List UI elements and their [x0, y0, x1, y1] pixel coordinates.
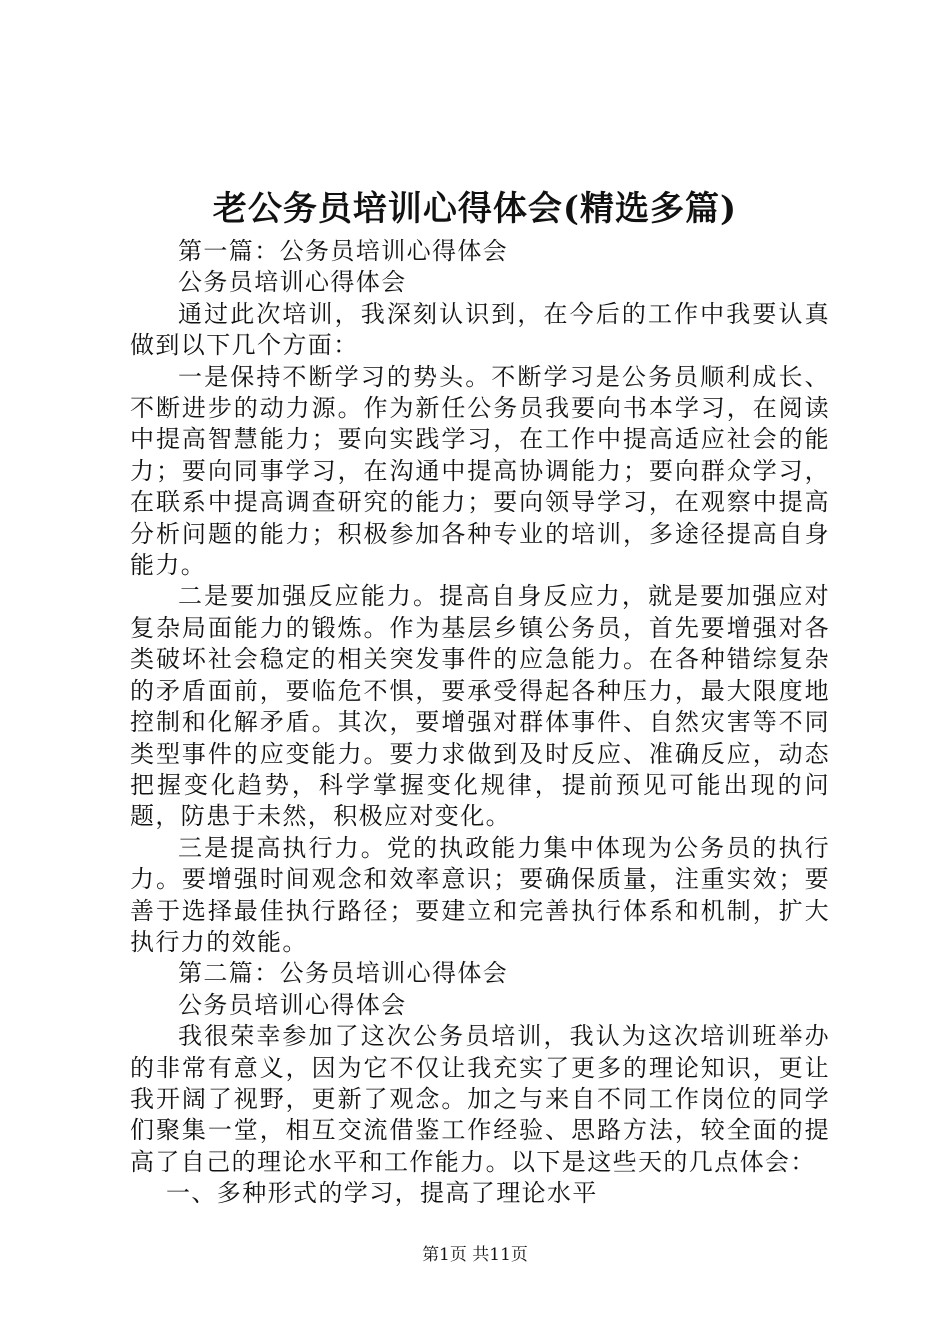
section-subtitle-1: 公务员培训心得体会	[178, 268, 407, 297]
paragraph-intro-1: 通过此次培训，我深刻认识到，在今后的工作中我要认真做到以下几个方面：	[130, 299, 830, 360]
paragraph-intro-2: 我很荣幸参加了这次公务员培训，我认为这次培训班举办的非常有意义，因为它不仅让我充实了更多的理论知识，更让我开阔了视野，更新了观念。加之与来自不同工作岗位的同学们聚集一堂，相互交流借鉴工作经验、思路方法，较全面的提高了自己的理论水平和工作能力。以下是这些天的几点体会：	[130, 1022, 830, 1176]
paragraph-point-3: 三是提高执行力。党的执政能力集中体现为公务员的执行力。要增强时间观念和效率意识；要确保质量，注重实效；要善于选择最佳执行路径；要建立和完善执行体系和机制，扩大执行力的效能。	[130, 833, 830, 956]
paragraph-subheading: 一、多种形式的学习，提高了理论水平	[166, 1179, 598, 1208]
paragraph-point-2: 二是要加强反应能力。提高自身反应力，就是要加强应对复杂局面能力的锻炼。作为基层乡镇公务员，首先要增强对各类破坏社会稳定的相关突发事件的应急能力。在各种错综复杂的矛盾面前，要临危不惧，要承受得起各种压力，最大限度地控制和化解矛盾。其次，要增强对群体事件、自然灾害等不同类型事件的应变能力。要力求做到及时反应、准确反应，动态把握变化趋势，科学掌握变化规律，提前预见可能出现的问题，防患于未然，积极应对变化。	[130, 582, 830, 831]
document-title: 老公务员培训心得体会(精选多篇)	[212, 189, 738, 229]
section-heading-1: 第一篇：公务员培训心得体会	[178, 237, 509, 265]
document-body	[130, 236, 830, 1210]
page-footer: 第1页 共11页	[422, 1245, 528, 1265]
section-heading-2: 第二篇：公务员培训心得体会	[178, 959, 509, 988]
section-subtitle-2: 公务员培训心得体会	[178, 990, 407, 1019]
paragraph-point-1: 一是保持不断学习的势头。不断学习是公务员顺利成长、不断进步的动力源。作为新任公务员我要向书本学习，在阅读中提高智慧能力；要向实践学习，在工作中提高适应社会的能力；要向同事学习，在沟通中提高协调能力；要向群众学习，在联系中提高调查研究的能力；要向领导学习，在观察中提高分析问题的能力；积极参加各种专业的培训，多途径提高自身能力。	[130, 362, 830, 580]
